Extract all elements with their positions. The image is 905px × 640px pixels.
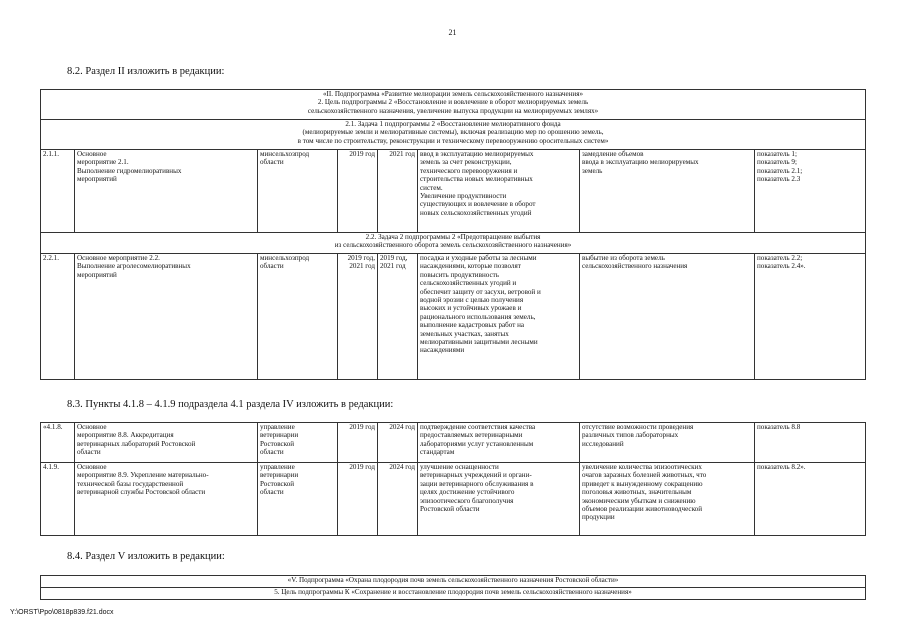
indicators: показатель 1; показатель 9; показатель 2.1; показатель 2.3 [755,150,866,233]
end-year: 2024 год [378,423,418,463]
row-number: 2.2.1. [41,254,75,380]
executor: минсельхозпрод области [258,150,338,233]
task-row [41,233,866,254]
expected-result: подтверждение соответствия качества предоставляемых ветеринарными лабораториями услуг установленным стандартам [418,423,580,463]
executor: управление ветеринарии Ростовской области [258,423,338,463]
consequence: отсутствие возможности проведения различных типов лабораторных исследований [580,423,755,463]
section-8-4-heading: 8.4. Раздел V изложить в редакции: [67,551,225,562]
page-number: 21 [448,28,457,37]
goal-row [41,588,866,600]
start-year: 2019 год [338,423,378,463]
row-number: 4.1.9. [41,463,75,536]
task-title: 2.1. Задача 1 подпрограммы 2 «Восстановление мелиоративного фонда (мелиорируемые земли и мелиоративные системы), включая реализацию мер по орошению земель, в том числе по строительству, реконструкции и техническому перевооружению оросительных систем» [41,120,866,150]
table-row [41,254,866,380]
row-number: «4.1.8. [41,423,75,463]
program-title: «V. Подпрограмма «Охрана плодородия почв земель сельскохозяйственного назначения Ростовской области» [41,576,866,588]
task-row [41,120,866,150]
table-row [41,150,866,233]
indicators: показатель 8.8 [755,423,866,463]
executor: минсельхозпрод области [258,254,338,380]
indicators: показатель 2.2; показатель 2.4». [755,254,866,380]
table-row [41,423,866,463]
file-path-footer: Y:\ORST\Ppo\0818p839.f21.docx [10,609,114,616]
program-title-row [41,90,866,120]
expected-result: посадка и уходные работы за лесными насаждениями, которые позволят повысить продуктивность сельскохозяйственных угодий и обеспечит защиту от засухи, ветровой и водной эрозии с целью получения высоких и устойчивых урожаев и рационального использования земель, выполнение кадастровых работ на земельных участках, занятых мелиоративными защитными лесными насаждениями [418,254,580,380]
section-8-2-heading: 8.2. Раздел II изложить в редакции: [67,66,225,77]
consequence: замедление объемов ввода в эксплуатацию мелиорируемых земель [580,150,755,233]
section-8-3-heading: 8.3. Пункты 4.1.8 – 4.1.9 подраздела 4.1 раздела IV изложить в редакции: [67,399,394,410]
program-title: «II. Подпрограмма «Развитие мелиорации земель сельскохозяйственного назначения» 2. Цель подпрограммы 2 «Восстановление и вовлечение в оборот мелиорируемых земель сельскохозяйственного назначения, увеличение выпуска продукции на мелиорируемых землях» [41,90,866,120]
measure-name: Основное мероприятие 8.9. Укрепление материально- технической базы государственной ветеринарной службы Ростовской области [75,463,258,536]
consequence: увеличение количества эпизоотических очагов заразных болезней животных, что приведет к вынужденному сокращению поголовья животных, значительным экономическим убыткам и снижению объемов реализации животноводческой продукции [580,463,755,536]
start-year: 2019 год [338,150,378,233]
measure-name: Основное мероприятие 2.1. Выполнение гидромелиоративных мероприятий [75,150,258,233]
start-year: 2019 год [338,463,378,536]
start-year: 2019 год, 2021 год [338,254,378,380]
section-8-4-table [40,575,866,600]
measure-name: Основное мероприятие 8.8. Аккредитация ветеринарных лабораторий Ростовской области [75,423,258,463]
measure-name: Основное мероприятие 2.2. Выполнение агролесомелиоративных мероприятий [75,254,258,380]
executor: управление ветеринарии Ростовской области [258,463,338,536]
section-8-2-table [40,89,866,380]
expected-result: улучшение оснащенности ветеринарных учреждений и органи- зации ветеринарного обслуживания в целях достижение устойчивого эпизоотического благополучия Ростовской области [418,463,580,536]
end-year: 2021 год [378,150,418,233]
task-title: 2.2. Задача 2 подпрограммы 2 «Предотвращение выбытия из сельскохозяйственного оборота земель сельскохозяйственного назначения» [41,233,866,254]
end-year: 2019 год, 2021 год [378,254,418,380]
indicators: показатель 8.2». [755,463,866,536]
goal-title: 5. Цель подпрограммы К «Сохранение и восстановление плодородия почв земель сельскохозяйственного назначения» [41,588,866,600]
table-row [41,463,866,536]
row-number: 2.1.1. [41,150,75,233]
section-8-3-table [40,422,866,536]
program-title-row [41,576,866,588]
end-year: 2024 год [378,463,418,536]
consequence: выбытие из оборота земель сельскохозяйственного назначения [580,254,755,380]
expected-result: ввод в эксплуатацию мелиорируемых земель за счет реконструкции, технического перевооружения и строительства новых мелиоративных систем. Увеличение продуктивности существующих и вовлечение в оборот новых сельскохозяйственных угодий [418,150,580,233]
